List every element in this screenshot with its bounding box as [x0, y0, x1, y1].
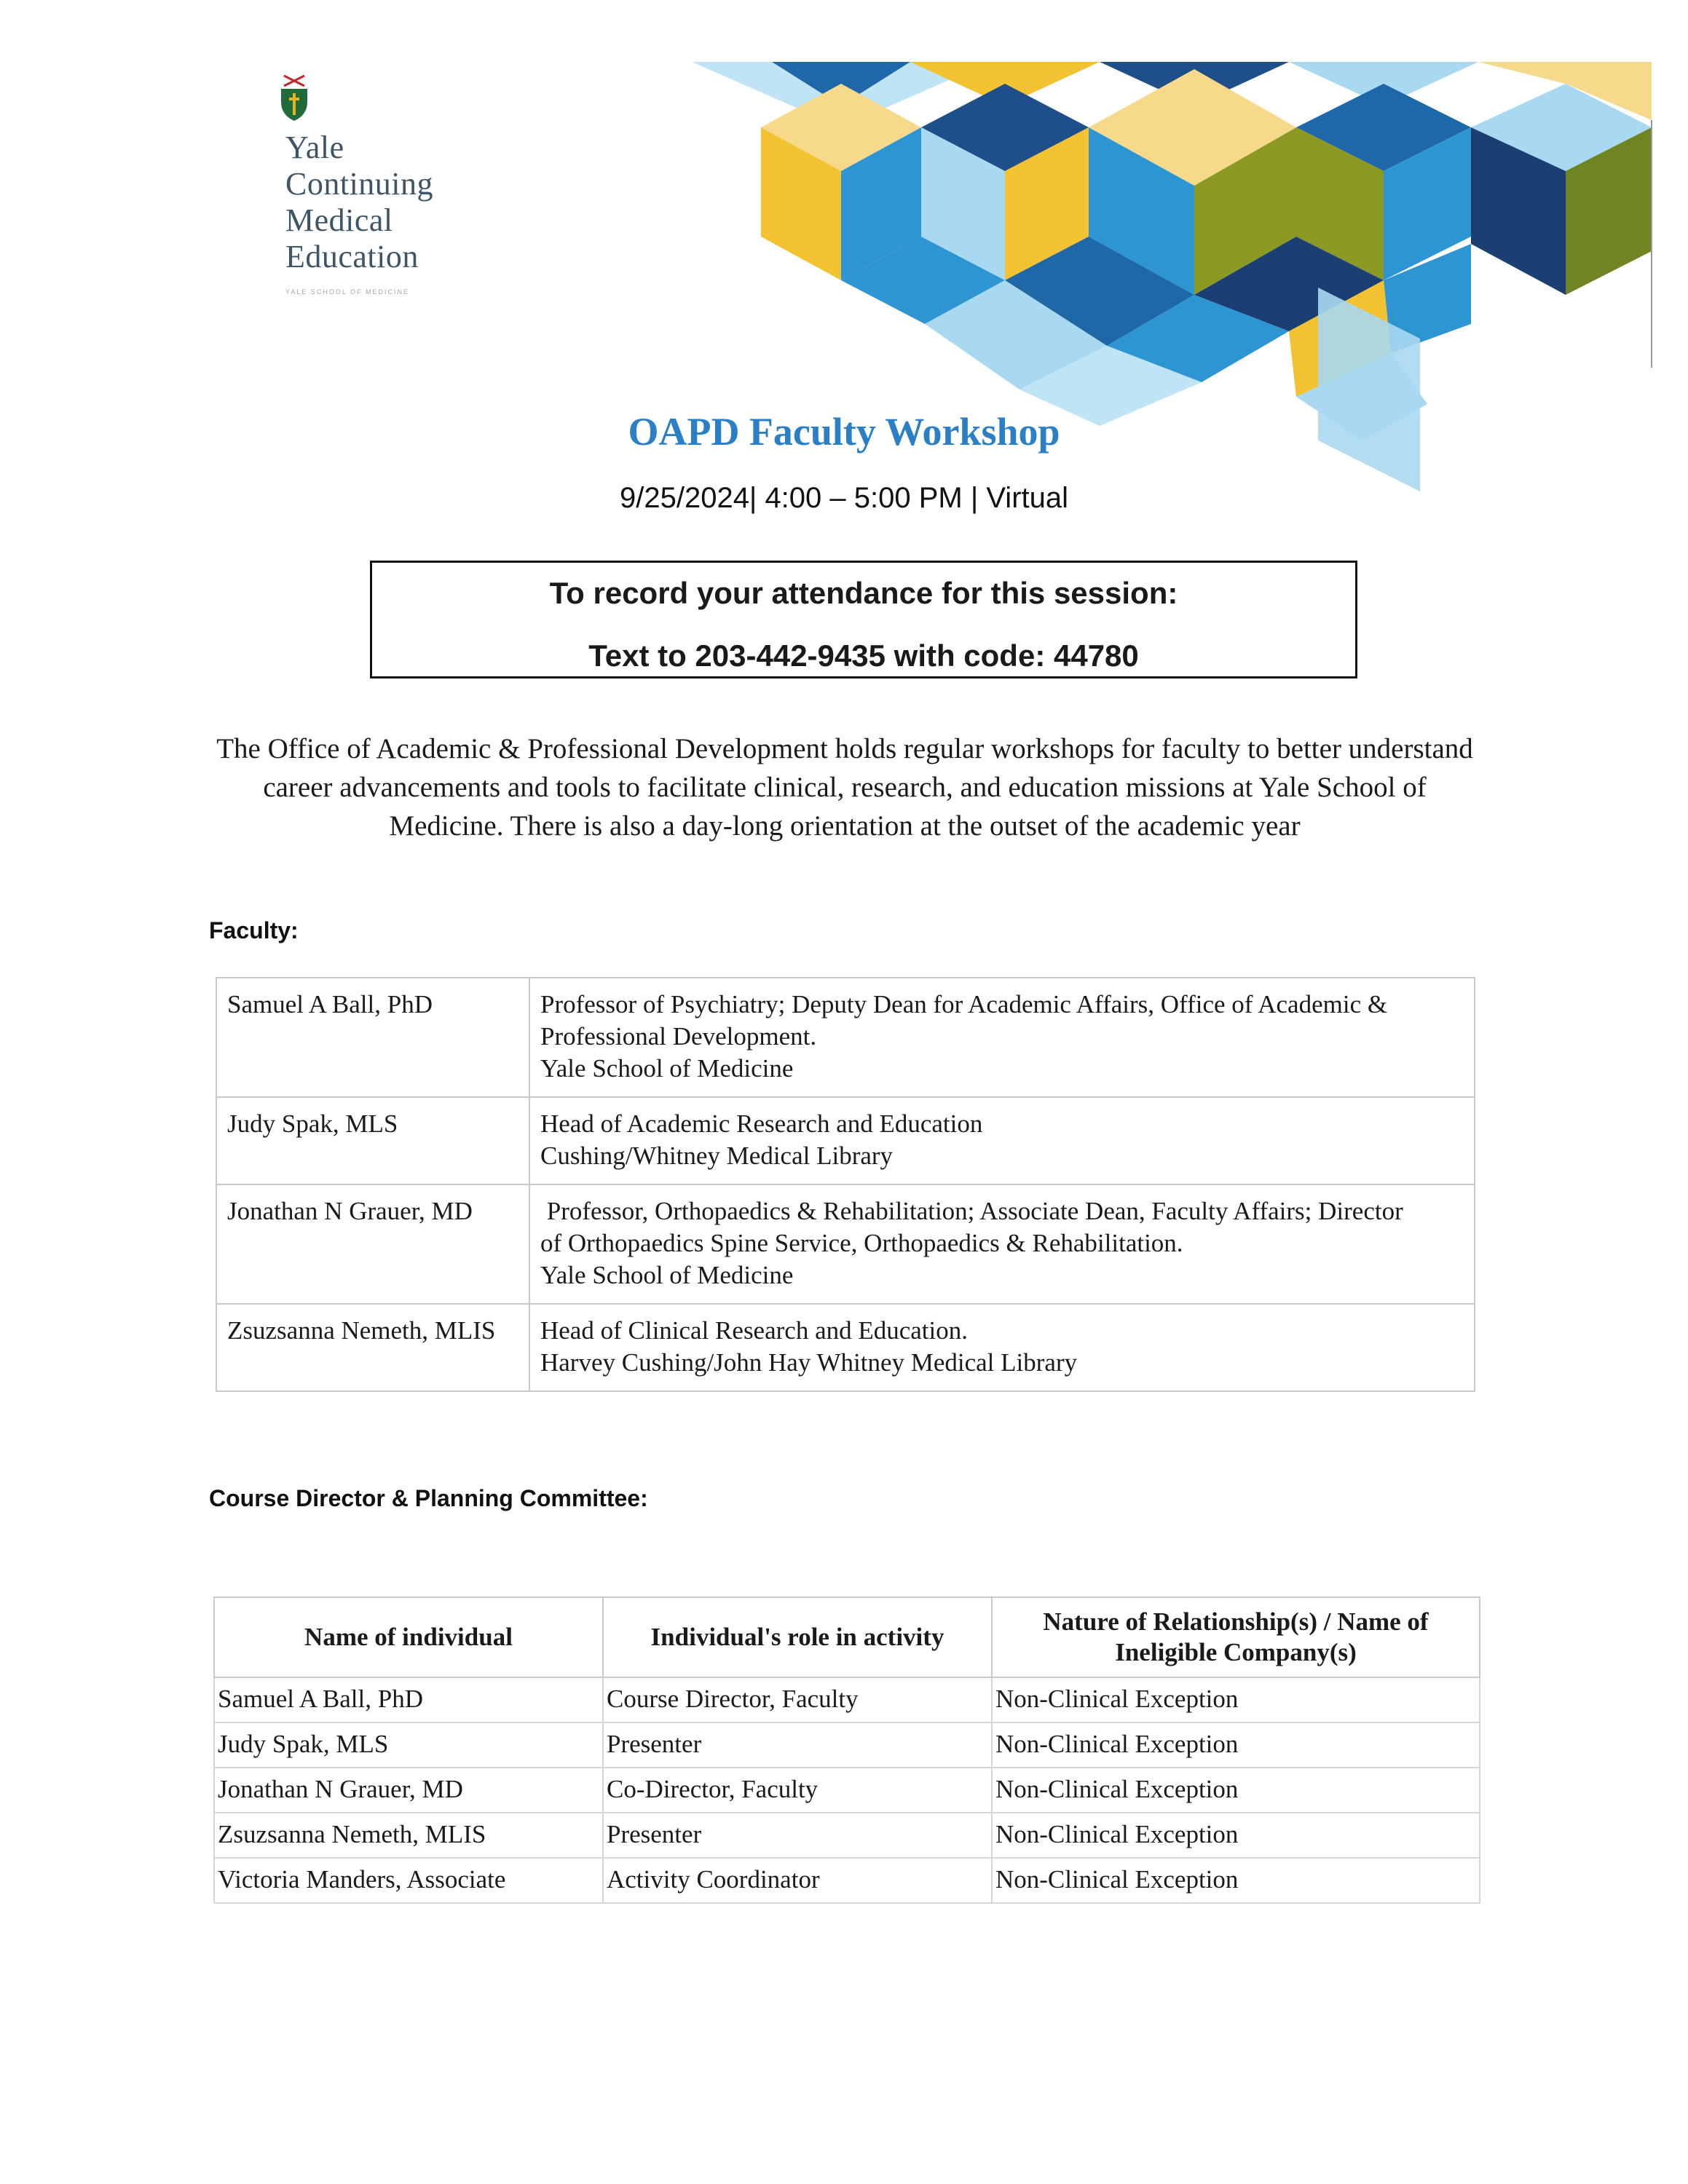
attendance-box	[370, 561, 1357, 678]
committee-member-name: Judy Spak, MLS	[214, 1722, 603, 1768]
column-header: Individual's role in activity	[603, 1597, 992, 1677]
faculty-name: Zsuzsanna Nemeth, MLIS	[216, 1304, 529, 1391]
description-line: Harvey Cushing/John Hay Whitney Medical Library	[540, 1348, 1078, 1377]
committee-member-relationship: Non-Clinical Exception	[992, 1722, 1480, 1768]
table-row	[216, 978, 1475, 1097]
logo-wordmark	[285, 130, 433, 275]
committee-member-name: Zsuzsanna Nemeth, MLIS	[214, 1813, 603, 1858]
column-header: Nature of Relationship(s) / Name of Ineligible Company(s)	[992, 1597, 1480, 1677]
table-row	[216, 1184, 1475, 1304]
column-header: Name of individual	[214, 1597, 603, 1677]
description-line: Professor, Orthopaedics & Rehabilitation; Associate Dean, Faculty Affairs; Director	[540, 1197, 1403, 1225]
description-line: Cushing/Whitney Medical Library	[540, 1142, 894, 1170]
intro-paragraph: The Office of Academic & Professional Development holds regular workshops for faculty to better understand career advancements and tools to facilitate clinical, research, and education missions at Yale School of Medicine. There is also a day-long orientation at the outset of the academic year	[216, 733, 1473, 842]
page-title: OAPD Faculty Workshop	[628, 410, 1060, 454]
description-line: Professional Development.	[540, 1022, 817, 1051]
description-line: Head of Clinical Research and Education.	[540, 1316, 969, 1345]
faculty-table	[216, 977, 1475, 1392]
committee-member-name: Jonathan N Grauer, MD	[214, 1768, 603, 1813]
description-line: of Orthopaedics Spine Service, Orthopaedics & Rehabilitation.	[540, 1229, 1183, 1257]
logo-line: Medical	[285, 202, 393, 238]
committee-table	[213, 1597, 1480, 1904]
committee-member-role: Activity Coordinator	[603, 1858, 992, 1903]
attendance-instruction: To record your attendance for this session:	[549, 576, 1178, 610]
table-row	[214, 1722, 1480, 1768]
committee-heading: Course Director & Planning Committee:	[209, 1485, 648, 1511]
faculty-description	[529, 1184, 1475, 1304]
committee-member-role: Presenter	[603, 1722, 992, 1768]
yale-shield-icon	[277, 73, 312, 124]
table-row	[214, 1768, 1480, 1813]
logo-line: Education	[285, 239, 419, 274]
logo-line: Yale	[285, 130, 344, 165]
table-row	[216, 1097, 1475, 1184]
table-row	[216, 1304, 1475, 1391]
faculty-description	[529, 978, 1475, 1097]
table-row	[214, 1858, 1480, 1903]
faculty-description	[529, 1304, 1475, 1391]
committee-member-relationship: Non-Clinical Exception	[992, 1768, 1480, 1813]
committee-member-relationship: Non-Clinical Exception	[992, 1813, 1480, 1858]
description-line: Professor of Psychiatry; Deputy Dean for Academic Affairs, Office of Academic &	[540, 990, 1388, 1018]
description-line: Yale School of Medicine	[540, 1261, 794, 1289]
faculty-name: Samuel A Ball, PhD	[216, 978, 529, 1097]
faculty-name: Judy Spak, MLS	[216, 1097, 529, 1184]
logo-line: Continuing	[285, 166, 434, 202]
committee-member-relationship: Non-Clinical Exception	[992, 1677, 1480, 1722]
committee-header-row	[214, 1597, 1480, 1677]
description-line: Head of Academic Research and Education	[540, 1109, 983, 1138]
faculty-description	[529, 1097, 1475, 1184]
logo-tagline: YALE SCHOOL OF MEDICINE	[285, 288, 410, 296]
table-row	[214, 1813, 1480, 1858]
committee-member-relationship: Non-Clinical Exception	[992, 1858, 1480, 1903]
committee-member-name: Victoria Manders, Associate	[214, 1858, 603, 1903]
committee-member-role: Presenter	[603, 1813, 992, 1858]
committee-member-role: Course Director, Faculty	[603, 1677, 992, 1722]
description-line: Yale School of Medicine	[540, 1054, 794, 1083]
faculty-name: Jonathan N Grauer, MD	[216, 1184, 529, 1304]
attendance-code: Text to 203-442-9435 with code: 44780	[588, 638, 1139, 673]
committee-member-name: Samuel A Ball, PhD	[214, 1677, 603, 1722]
event-date-time: 9/25/2024| 4:00 – 5:00 PM | Virtual	[619, 482, 1068, 514]
faculty-heading: Faculty:	[209, 917, 299, 943]
table-row	[214, 1677, 1480, 1722]
committee-member-role: Co-Director, Faculty	[603, 1768, 992, 1813]
